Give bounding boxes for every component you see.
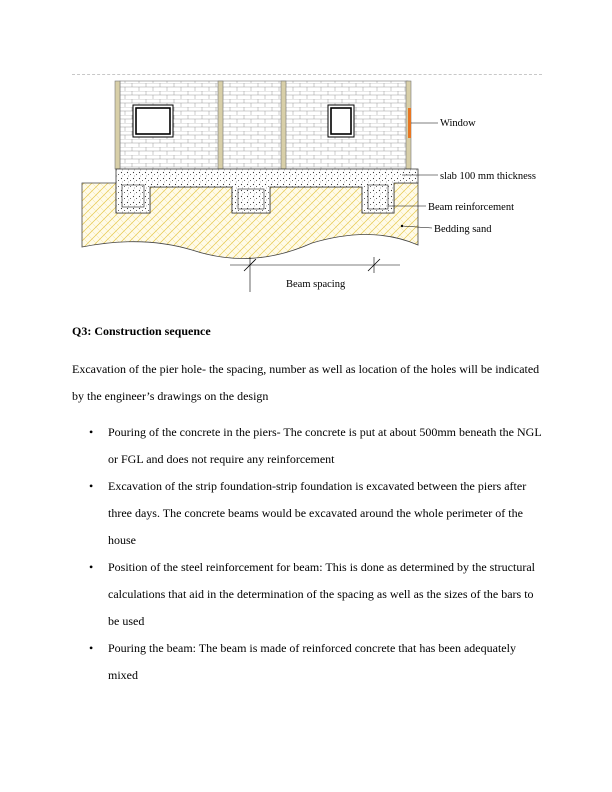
list-item-text: Excavation of the strip foundation-strip foundation is excavated between the piers after three days. The concrete beams would be excavated around the whole perimeter of the house	[108, 479, 527, 547]
column-mid-left	[218, 81, 223, 169]
label-bedding-sand: Bedding sand	[434, 224, 492, 235]
list-item	[72, 419, 542, 473]
list-item	[72, 635, 542, 689]
list-item-text: Pouring of the concrete in the piers- The concrete is put at about 500mm beneath the NGL or FGL and does not require any reinforcement	[108, 425, 542, 466]
label-slab: slab 100 mm thickness	[440, 171, 536, 182]
window-right	[328, 105, 354, 137]
bullet-icon: •	[89, 641, 94, 655]
label-beam-spacing: Beam spacing	[286, 279, 346, 290]
window-side-accent	[408, 108, 411, 138]
window-left	[133, 105, 173, 137]
list-item	[72, 473, 542, 554]
column-left	[115, 81, 120, 169]
foundation-diagram	[72, 75, 542, 300]
list-item	[72, 554, 542, 635]
list-item-text: Position of the steel reinforcement for beam: This is done as determined by the structural calculations that aid in the determination of the spacing as well as the sizes of the bars to be used	[108, 560, 535, 628]
section-heading: Q3: Construction sequence	[72, 324, 211, 338]
bullet-icon: •	[89, 479, 94, 493]
column-mid-right	[281, 81, 286, 169]
label-beam-reinforcement: Beam reinforcement	[428, 202, 514, 213]
label-window: Window	[440, 118, 476, 129]
sequence-list	[72, 419, 542, 689]
bullet-icon: •	[89, 560, 94, 574]
list-item-text: Pouring the beam: The beam is made of reinforced concrete that has been adequately mixed	[108, 641, 516, 682]
intro-paragraph: Excavation of the pier hole- the spacing, number as well as location of the holes will be indicated by the engineer’s drawings on the design	[72, 362, 540, 403]
bullet-icon: •	[89, 425, 94, 439]
